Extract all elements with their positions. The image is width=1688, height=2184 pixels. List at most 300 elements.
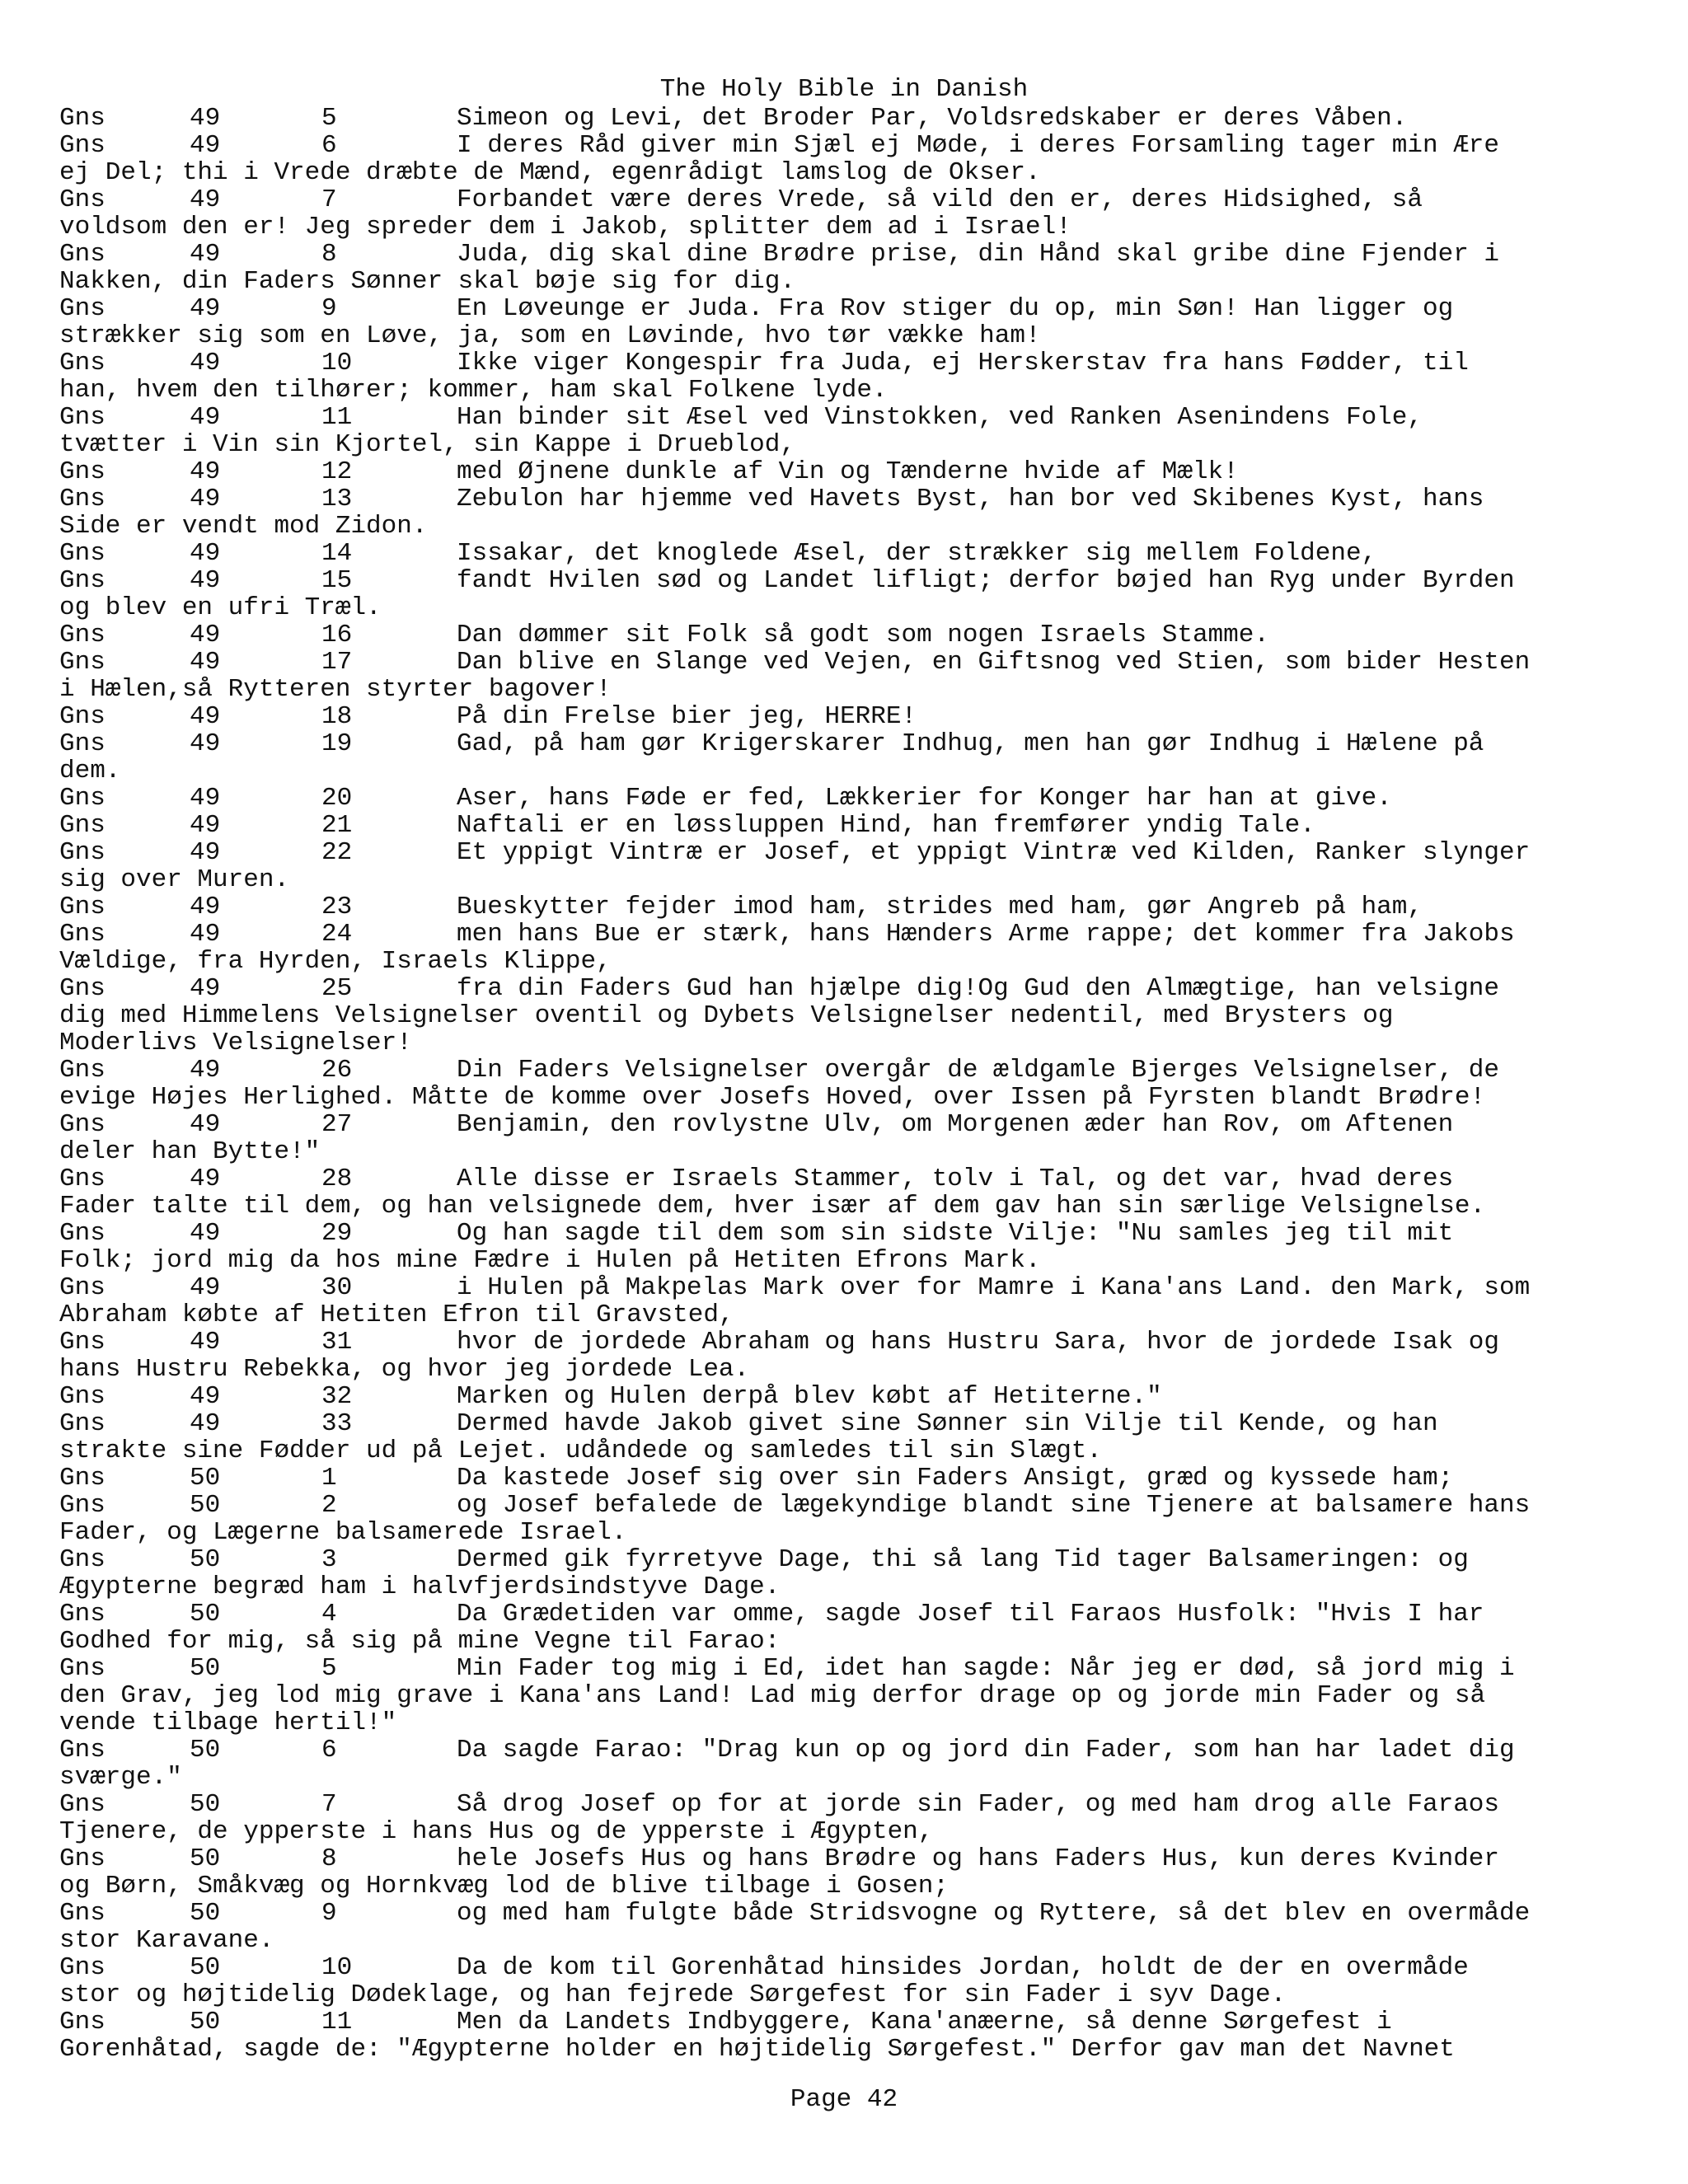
page-number: Page 42 [790, 2085, 898, 2114]
verse-number: 22 [321, 838, 353, 867]
verse-text: Issakar, det knoglede Æsel, der strækker sig mellem Foldene, [457, 539, 1377, 568]
verse-text: Aser, hans Føde er fed, Lækkerier for Konger har han at give. [457, 784, 1392, 813]
verse-continuation-line [59, 159, 1642, 186]
verse-text: Da sagde Farao: "Drag kun op og jord din Fader, som han har ladet dig [457, 1736, 1515, 1765]
verse-text: men hans Bue er stærk, hans Hænders Arme rappe; det kommer fra Jakobs [457, 920, 1515, 949]
verse-text: Dan blive en Slange ved Vejen, en Giftsnog ved Stien, som bider Hesten [457, 648, 1531, 677]
book-abbrev: Gns [59, 240, 106, 269]
verse-continuation-line [59, 268, 1642, 295]
verse-entry [59, 621, 1642, 649]
verse-text: Så drog Josef op for at jorde sin Fader, og med ham drog alle Faraos [457, 1790, 1500, 1819]
verse-first-line [59, 132, 1642, 159]
chapter-number: 49 [190, 729, 221, 758]
verse-text: i Hulen på Makpelas Mark over for Mamre i Kana'ans Land. den Mark, som [457, 1273, 1531, 1302]
verse-text: Bueskytter fejder imod ham, strides med ham, gør Angreb på ham, [457, 893, 1423, 921]
verse-text: Et yppigt Vintræ er Josef, et yppigt Vintræ ved Kilden, Ranker slynger [457, 838, 1531, 867]
verse-first-line [59, 1057, 1642, 1084]
verse-continuation-line [59, 2036, 1642, 2063]
verse-number: 16 [321, 621, 353, 649]
chapter-number: 49 [190, 539, 221, 568]
chapter-number: 50 [190, 1790, 221, 1819]
verse-entry [59, 295, 1642, 349]
verse-number: 19 [321, 729, 353, 758]
verse-entry [59, 1111, 1642, 1165]
verse-first-line [59, 703, 1642, 730]
book-abbrev: Gns [59, 1600, 106, 1629]
verse-text: i Hælen,så Rytteren styrter bagover! [59, 675, 612, 704]
book-abbrev: Gns [59, 784, 106, 813]
book-abbrev: Gns [59, 539, 106, 568]
book-abbrev: Gns [59, 974, 106, 1003]
verse-text: Min Fader tog mig i Ed, idet han sagde: Når jeg er død, så jord mig i [457, 1654, 1515, 1683]
verse-first-line [59, 1954, 1642, 1981]
verse-first-line [59, 1900, 1642, 1927]
page-header-title: The Holy Bible in Danish [659, 75, 1029, 104]
verse-first-line [59, 1791, 1642, 1818]
verse-text: Simeon og Levi, det Broder Par, Voldsredskaber er deres Våben. [457, 104, 1408, 133]
verse-number: 31 [321, 1328, 353, 1357]
chapter-number: 49 [190, 1409, 221, 1438]
verse-number: 10 [321, 1953, 353, 1982]
verse-text: Abraham købte af Hetiten Efron til Gravsted, [59, 1301, 734, 1329]
chapter-number: 49 [190, 1056, 221, 1085]
book-abbrev: Gns [59, 1328, 106, 1357]
verse-entry [59, 1791, 1642, 1845]
verse-first-line [59, 1274, 1642, 1301]
verse-text: Han binder sit Æsel ved Vinstokken, ved Ranken Asenindens Fole, [457, 403, 1423, 432]
chapter-number: 50 [190, 1464, 221, 1493]
verse-entry [59, 349, 1642, 404]
verse-text: den Grav, jeg lod mig grave i Kana'ans Land! Lad mig derfor drage op og jorde min Fader og så [59, 1681, 1486, 1710]
verse-first-line [59, 893, 1642, 921]
verse-first-line [59, 295, 1642, 322]
verse-first-line [59, 1410, 1642, 1437]
verse-number: 8 [321, 1844, 337, 1873]
verse-number: 8 [321, 240, 337, 269]
verse-text: Tjenere, de ypperste i hans Hus og de ypperste i Ægypten, [59, 1817, 934, 1846]
verse-text: fandt Hvilen sød og Landet lifligt; derfor bøjed han Ryg under Byrden [457, 566, 1515, 595]
verse-entry [59, 1546, 1642, 1601]
verse-entry [59, 1492, 1642, 1546]
verse-entry [59, 1845, 1642, 1900]
book-abbrev: Gns [59, 104, 106, 133]
verse-entry [59, 812, 1642, 839]
verse-entry [59, 1383, 1642, 1410]
verse-continuation-line [59, 1818, 1642, 1845]
verse-number: 1 [321, 1464, 337, 1493]
verse-number: 12 [321, 457, 353, 486]
verse-first-line [59, 404, 1642, 431]
verse-continuation-line [59, 1002, 1642, 1029]
verse-text: Gorenhåtad, sagde de: "Ægypterne holder en højtidelig Sørgefest." Derfor gav man det Navnet [59, 2035, 1455, 2064]
verse-text: Da Grædetiden var omme, sagde Josef til Faraos Husfolk: "Hvis I har [457, 1600, 1484, 1629]
verse-text: dem. [59, 757, 121, 785]
chapter-number: 49 [190, 1165, 221, 1193]
chapter-number: 49 [190, 1219, 221, 1248]
verse-text: han, hvem den tilhører; kommer, ham skal Folkene lyde. [59, 376, 888, 405]
verse-first-line [59, 1601, 1642, 1628]
verse-text: Vældige, fra Hyrden, Israels Klippe, [59, 947, 612, 976]
book-abbrev: Gns [59, 1545, 106, 1574]
verse-continuation-line [59, 676, 1642, 703]
verse-number: 6 [321, 131, 337, 160]
book-abbrev: Gns [59, 838, 106, 867]
book-abbrev: Gns [59, 729, 106, 758]
verse-entry [59, 785, 1642, 812]
verse-number: 27 [321, 1110, 353, 1139]
book-abbrev: Gns [59, 893, 106, 921]
verse-text: stor Karavane. [59, 1926, 274, 1955]
verse-continuation-line [59, 1981, 1642, 2008]
verse-first-line [59, 785, 1642, 812]
verse-number: 10 [321, 349, 353, 377]
verse-text: Forbandet være deres Vrede, så vild den er, deres Hidsighed, så [457, 185, 1423, 214]
chapter-number: 49 [190, 294, 221, 323]
book-abbrev: Gns [59, 1273, 106, 1302]
verse-continuation-line [59, 213, 1642, 241]
book-abbrev: Gns [59, 1844, 106, 1873]
verse-number: 2 [321, 1491, 337, 1520]
book-abbrev: Gns [59, 1491, 106, 1520]
chapter-number: 49 [190, 104, 221, 133]
verse-entry [59, 921, 1642, 975]
verse-continuation-line [59, 1519, 1642, 1546]
verse-text: sig over Muren. [59, 865, 290, 894]
verse-text: fra din Faders Gud han hjælpe dig!Og Gud den Almægtige, han velsigne [457, 974, 1500, 1003]
chapter-number: 49 [190, 457, 221, 486]
verse-continuation-line [59, 1301, 1642, 1329]
chapter-number: 49 [190, 240, 221, 269]
verse-first-line [59, 241, 1642, 268]
verse-continuation-line [59, 1193, 1642, 1220]
verse-text: og med ham fulgte både Stridsvogne og Ryttere, så det blev en overmåde [457, 1899, 1531, 1928]
chapter-number: 50 [190, 1844, 221, 1873]
verse-continuation-line [59, 866, 1642, 893]
book-abbrev: Gns [59, 1110, 106, 1139]
chapter-number: 49 [190, 621, 221, 649]
verse-entry [59, 730, 1642, 785]
verse-number: 5 [321, 1654, 337, 1683]
chapter-number: 50 [190, 1654, 221, 1683]
verse-text: hvor de jordede Abraham og hans Hustru Sara, hvor de jordede Isak og [457, 1328, 1500, 1357]
verse-text: Marken og Hulen derpå blev købt af Hetiterne." [457, 1382, 1162, 1411]
verse-continuation-line [59, 377, 1642, 404]
verse-text: sværge." [59, 1763, 182, 1792]
verse-entry [59, 1601, 1642, 1655]
verse-first-line [59, 1111, 1642, 1138]
book-abbrev: Gns [59, 1790, 106, 1819]
verse-text: Ægypterne begræd ham i halvfjerdsindstyve Dage. [59, 1572, 781, 1601]
verse-first-line [59, 1465, 1642, 1492]
book-abbrev: Gns [59, 702, 106, 731]
chapter-number: 49 [190, 1328, 221, 1357]
verse-number: 17 [321, 648, 353, 677]
chapter-number: 49 [190, 838, 221, 867]
verse-first-line [59, 1655, 1642, 1682]
chapter-number: 49 [190, 485, 221, 513]
verse-text: ej Del; thi i Vrede dræbte de Mænd, egenrådigt lamslog de Okser. [59, 158, 1041, 187]
chapter-number: 50 [190, 1899, 221, 1928]
verse-number: 9 [321, 294, 337, 323]
chapter-number: 50 [190, 1600, 221, 1629]
chapter-number: 50 [190, 2008, 221, 2036]
verse-text: vende tilbage hertil!" [59, 1708, 397, 1737]
verse-first-line [59, 1383, 1642, 1410]
verse-first-line [59, 975, 1642, 1002]
verse-entry [59, 1410, 1642, 1465]
book-abbrev: Gns [59, 1165, 106, 1193]
book-abbrev: Gns [59, 1409, 106, 1438]
verse-text: Fader, og Lægerne balsamerede Israel. [59, 1518, 627, 1547]
verse-number: 11 [321, 2008, 353, 2036]
verse-continuation-line [59, 1356, 1642, 1383]
verse-number: 7 [321, 185, 337, 214]
verse-entry [59, 1057, 1642, 1111]
verse-first-line [59, 1546, 1642, 1573]
chapter-number: 50 [190, 1953, 221, 1982]
verse-number: 3 [321, 1545, 337, 1574]
verse-first-line [59, 105, 1642, 132]
book-abbrev: Gns [59, 1736, 106, 1765]
verse-entry [59, 649, 1642, 703]
chapter-number: 49 [190, 784, 221, 813]
verse-number: 33 [321, 1409, 353, 1438]
verse-text: Alle disse er Israels Stammer, tolv i Tal, og det var, hvad deres [457, 1165, 1454, 1193]
verse-continuation-line [59, 1138, 1642, 1165]
verse-text: Og han sagde til dem som sin sidste Vilje: "Nu samles jeg til mit [457, 1219, 1454, 1248]
verse-first-line [59, 485, 1642, 513]
verse-entry [59, 1274, 1642, 1329]
verse-continuation-line [59, 431, 1642, 458]
verse-first-line [59, 621, 1642, 649]
verse-first-line [59, 186, 1642, 213]
verse-entry [59, 404, 1642, 458]
verse-text: Nakken, din Faders Sønner skal bøje sig for dig. [59, 267, 795, 296]
verse-number: 32 [321, 1382, 353, 1411]
book-abbrev: Gns [59, 566, 106, 595]
verse-text: Naftali er en løssluppen Hind, han fremfører yndig Tale. [457, 811, 1315, 840]
chapter-number: 49 [190, 920, 221, 949]
book-abbrev: Gns [59, 485, 106, 513]
book-abbrev: Gns [59, 811, 106, 840]
chapter-number: 49 [190, 185, 221, 214]
chapter-number: 49 [190, 403, 221, 432]
verse-text: strakte sine Fødder ud på Lejet. udåndede og samledes til sin Slægt. [59, 1436, 1103, 1465]
verse-first-line [59, 730, 1642, 757]
chapter-number: 49 [190, 1273, 221, 1302]
verse-text: Gad, på ham gør Krigerskarer Indhug, men han gør Indhug i Hælene på [457, 729, 1484, 758]
book-abbrev: Gns [59, 185, 106, 214]
verse-text: med Øjnene dunkle af Vin og Tænderne hvide af Mælk! [457, 457, 1239, 486]
verse-number: 26 [321, 1056, 353, 1085]
verse-entry [59, 893, 1642, 921]
chapter-number: 49 [190, 702, 221, 731]
verse-number: 29 [321, 1219, 353, 1248]
verse-continuation-line [59, 1437, 1642, 1465]
verse-text: Din Faders Velsignelser overgår de ældgamle Bjerges Velsignelser, de [457, 1056, 1500, 1085]
verse-entry [59, 458, 1642, 485]
chapter-number: 50 [190, 1736, 221, 1765]
verse-first-line [59, 458, 1642, 485]
verse-entry [59, 485, 1642, 540]
verse-entry [59, 1220, 1642, 1274]
chapter-number: 49 [190, 974, 221, 1003]
verse-first-line [59, 1736, 1642, 1764]
chapter-number: 49 [190, 811, 221, 840]
verse-continuation-line [59, 948, 1642, 975]
verse-entry [59, 1655, 1642, 1736]
verse-continuation-line [59, 1247, 1642, 1274]
verse-first-line [59, 1492, 1642, 1519]
verse-entry [59, 839, 1642, 893]
verse-number: 18 [321, 702, 353, 731]
verse-number: 28 [321, 1165, 353, 1193]
verse-text: Moderlivs Velsignelser! [59, 1029, 412, 1057]
book-abbrev: Gns [59, 920, 106, 949]
verse-first-line [59, 649, 1642, 676]
verse-text: og blev en ufri Træl. [59, 593, 382, 622]
verse-text: Men da Landets Indbyggere, Kana'anæerne, så denne Sørgefest i [457, 2008, 1392, 2036]
verse-entry [59, 703, 1642, 730]
verse-text: Da de kom til Gorenhåtad hinsides Jordan, holdt de der en overmåde [457, 1953, 1469, 1982]
verse-entry [59, 540, 1642, 567]
book-abbrev: Gns [59, 1464, 106, 1493]
verse-first-line [59, 839, 1642, 866]
verse-text: Godhed for mig, så sig på mine Vegne til Farao: [59, 1627, 781, 1656]
verse-continuation-line [59, 1682, 1642, 1709]
verse-text: En Løveunge er Juda. Fra Rov stiger du op, min Søn! Han ligger og [457, 294, 1454, 323]
verse-entry [59, 1900, 1642, 1954]
verse-text: Juda, dig skal dine Brødre prise, din Hånd skal gribe dine Fjender i [457, 240, 1500, 269]
verse-text: og Børn, Småkvæg og Hornkvæg lod de blive tilbage i Gosen; [59, 1872, 949, 1900]
chapter-number: 49 [190, 1110, 221, 1139]
verse-first-line [59, 921, 1642, 948]
book-abbrev: Gns [59, 1953, 106, 1982]
verse-first-line [59, 1165, 1642, 1193]
book-abbrev: Gns [59, 457, 106, 486]
verse-first-line [59, 1845, 1642, 1872]
verse-continuation-line [59, 322, 1642, 349]
verse-text: Fader talte til dem, og han velsignede dem, hver især af dem gav han sin særlige Velsignelse. [59, 1192, 1486, 1221]
verse-continuation-line [59, 757, 1642, 785]
verse-continuation-line [59, 1628, 1642, 1655]
verse-first-line [59, 349, 1642, 377]
verse-text: Folk; jord mig da hos mine Fædre i Hulen på Hetiten Efrons Mark. [59, 1246, 1041, 1275]
verse-number: 5 [321, 104, 337, 133]
book-abbrev: Gns [59, 131, 106, 160]
verse-number: 9 [321, 1899, 337, 1928]
verse-number: 24 [321, 920, 353, 949]
verse-text: Benjamin, den rovlystne Ulv, om Morgenen æder han Rov, om Aftenen [457, 1110, 1454, 1139]
verse-number: 4 [321, 1600, 337, 1629]
book-abbrev: Gns [59, 1219, 106, 1248]
verse-entry [59, 241, 1642, 295]
verse-entry [59, 132, 1642, 186]
verse-continuation-line [59, 1573, 1642, 1601]
verse-entry [59, 975, 1642, 1057]
verse-text: strækker sig som en Løve, ja, som en Løvinde, hvo tør vække ham! [59, 321, 1041, 350]
verse-entry [59, 567, 1642, 621]
verse-entry [59, 2008, 1642, 2063]
verse-continuation-line [59, 1709, 1642, 1736]
verse-text: deler han Bytte!" [59, 1137, 321, 1166]
verse-number: 13 [321, 485, 353, 513]
verse-text: evige Højes Herlighed. Måtte de komme over Josefs Hoved, over Issen på Fyrsten blandt Brødre! [59, 1083, 1486, 1112]
verse-continuation-line [59, 1084, 1642, 1111]
verse-first-line [59, 1329, 1642, 1356]
verse-text: stor og højtidelig Dødeklage, og han fejrede Sørgefest for sin Fader i syv Dage. [59, 1980, 1287, 2009]
verse-first-line [59, 567, 1642, 594]
chapter-number: 49 [190, 1382, 221, 1411]
verse-number: 15 [321, 566, 353, 595]
book-abbrev: Gns [59, 1382, 106, 1411]
verse-text: hele Josefs Hus og hans Brødre og hans Faders Hus, kun deres Kvinder [457, 1844, 1500, 1873]
verse-entry [59, 1954, 1642, 2008]
verse-entry [59, 186, 1642, 241]
verse-continuation-line [59, 1029, 1642, 1057]
verse-continuation-line [59, 1927, 1642, 1954]
verse-number: 14 [321, 539, 353, 568]
verse-text: og Josef befalede de lægekyndige blandt sine Tjenere at balsamere hans [457, 1491, 1531, 1520]
verse-first-line [59, 1220, 1642, 1247]
verse-text: hans Hustru Rebekka, og hvor jeg jordede Lea. [59, 1355, 750, 1384]
verse-continuation-line [59, 1764, 1642, 1791]
verse-text: Da kastede Josef sig over sin Faders Ansigt, græd og kyssede ham; [457, 1464, 1454, 1493]
book-abbrev: Gns [59, 349, 106, 377]
verse-entry [59, 1736, 1642, 1791]
verse-text: voldsom den er! Jeg spreder dem i Jakob, splitter dem ad i Israel! [59, 213, 1071, 241]
book-abbrev: Gns [59, 294, 106, 323]
verse-entry [59, 1165, 1642, 1220]
chapter-number: 50 [190, 1545, 221, 1574]
verse-text: Dermed havde Jakob givet sine Sønner sin Vilje til Kende, og han [457, 1409, 1438, 1438]
verse-text: På din Frelse bier jeg, HERRE! [457, 702, 917, 731]
verse-number: 23 [321, 893, 353, 921]
verse-entry [59, 1465, 1642, 1492]
verse-number: 11 [321, 403, 353, 432]
verse-continuation-line [59, 1872, 1642, 1900]
chapter-number: 49 [190, 131, 221, 160]
verse-number: 20 [321, 784, 353, 813]
verse-number: 6 [321, 1736, 337, 1765]
chapter-number: 49 [190, 893, 221, 921]
chapter-number: 49 [190, 648, 221, 677]
book-abbrev: Gns [59, 1899, 106, 1928]
verse-text: I deres Råd giver min Sjæl ej Møde, i deres Forsamling tager min Ære [457, 131, 1500, 160]
verse-first-line [59, 540, 1642, 567]
verse-first-line [59, 812, 1642, 839]
verse-continuation-line [59, 594, 1642, 621]
book-abbrev: Gns [59, 621, 106, 649]
verse-text: Zebulon har hjemme ved Havets Byst, han bor ved Skibenes Kyst, hans [457, 485, 1484, 513]
verse-number: 30 [321, 1273, 353, 1302]
chapter-number: 49 [190, 566, 221, 595]
verse-text: Side er vendt mod Zidon. [59, 512, 428, 541]
verse-text: Dermed gik fyrretyve Dage, thi så lang Tid tager Balsameringen: og [457, 1545, 1469, 1574]
verse-number: 21 [321, 811, 353, 840]
verse-entry [59, 1329, 1642, 1383]
book-abbrev: Gns [59, 403, 106, 432]
book-abbrev: Gns [59, 648, 106, 677]
verse-continuation-line [59, 513, 1642, 540]
verse-text: dig med Himmelens Velsignelser oventil og Dybets Velsignelser nedentil, med Brysters og [59, 1001, 1394, 1030]
verse-number: 7 [321, 1790, 337, 1819]
book-abbrev: Gns [59, 2008, 106, 2036]
book-abbrev: Gns [59, 1654, 106, 1683]
verse-entry [59, 105, 1642, 132]
verse-text: tvætter i Vin sin Kjortel, sin Kappe i Drueblod, [59, 430, 795, 459]
verse-text: Ikke viger Kongespir fra Juda, ej Herskerstav fra hans Fødder, til [457, 349, 1469, 377]
